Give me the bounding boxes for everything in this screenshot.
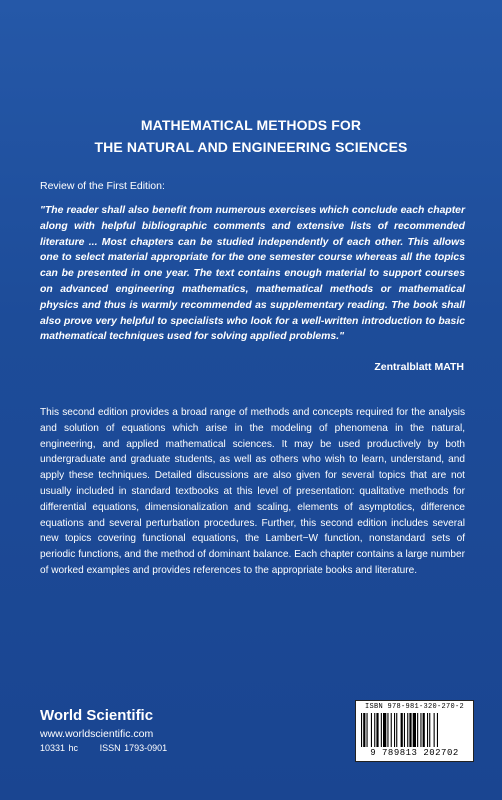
barcode-bar [371,713,372,747]
barcode-bar [437,713,438,747]
barcode-bar [434,713,435,747]
barcode-bar [407,713,408,747]
product-code: 10331 hc [40,743,79,753]
barcode-bar [401,713,403,747]
barcode-bar [391,713,392,747]
barcode-bar [420,713,421,747]
barcode-bar [413,713,416,747]
barcode-bar [374,713,375,747]
barcode-bar [404,713,405,747]
barcode-bar [394,713,395,747]
review-source: Zentralblatt MATH [374,361,464,373]
isbn-barcode [355,700,474,762]
review-quote: "The reader shall also benefit from numerous exercises which conclude each chapter along with helpful bibliographic comments and extensive lists of recommended literature ... Most chapters can be studied independently of each other. This allows one to select material appropriate for the one semester course whereas all the topics can be presented in one year. The text contains enough material to support courses on advanced engineering mathematics, mathematical methods or mathematical physics and thus is warmly recommended as supplementary reading. The book shall also prove very helpful to specialists who look for a well-written introduction to basic mathematical techniques used for solving applied problems." [40,205,465,343]
barcode-bar [427,713,428,747]
barcode-bar [361,713,362,747]
barcode-bar [417,713,418,747]
book-title [0,114,502,158]
issn-number: ISSN 1793-0901 [99,743,168,753]
publisher-website: www.worldscientific.com [40,728,154,740]
review-heading: Review of the First Edition: [40,180,165,192]
isbn-label: ISBN 978-981-320-270-2 [364,703,464,711]
barcode-bar [409,713,411,747]
title-line-1: MATHEMATICAL METHODS FOR [140,117,362,133]
barcode-bar [376,713,378,747]
barcode-bar [423,713,425,747]
barcode-bar [383,713,386,747]
barcode-bar [387,713,388,747]
barcode-digits: 9 789813 202702 [370,748,459,758]
barcode-icon [361,713,468,747]
book-description: This second edition provides a broad range of methods and concepts required for the analysis and solution of equations which arise in the modeling of phenomena in the natural, engineering, and applied mathematical sciences. It may be used productively by both undergraduate and graduate students, as well as others who wish to learn, understand, and apply these techniques. Detailed discussions are also given for several topics that are not usually included in standard textbooks at this level of presentation: qualitative methods for differential equations, dimensionalization and scaling, elements of asymptotics, difference equations and several perturbation procedures. Further, this second edition includes several new topics covering functional equations, the Lambert−W function, nonstandard sets of periodic functions, and the method of dominant balance. Each chapter contains a large number of worked examples and provides references to the appropriate books and literature. [40,407,465,576]
title-line-2: THE NATURAL AND ENGINEERING SCIENCES [94,139,408,155]
barcode-bar [367,713,368,747]
publisher-name: World Scientific [40,707,154,724]
barcode-bar [363,713,365,747]
publisher-codes [40,743,185,753]
barcode-bar [381,713,382,747]
barcode-bar [396,713,397,747]
barcode-bar [429,713,430,747]
